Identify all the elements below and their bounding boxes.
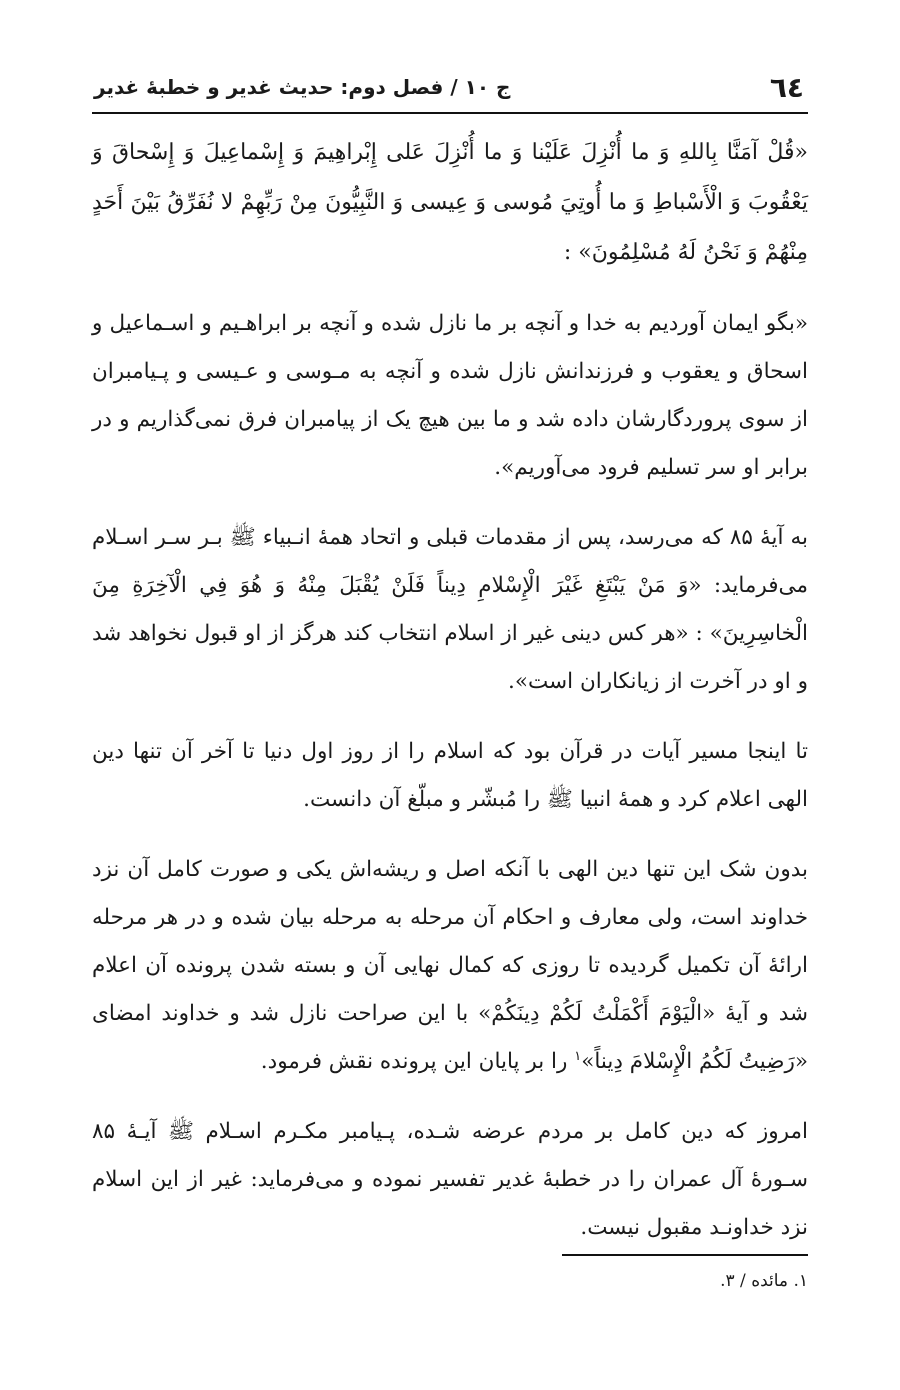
body-text [92, 128, 808, 1274]
completion-paragraph-tail: را بر پایان این پرونده نقش فرمود. [260, 1049, 575, 1074]
quran-verse-paragraph: «قُلْ آمَنَّا بِاللهِ وَ ما أُنْزِلَ عَلَيْنا وَ ما أُنْزِلَ عَلى إِبْراهِيمَ وَ إِسْماعِيلَ وَ إِسْحاقَ وَ يَعْقُوبَ وَ الْأَسْباطِ وَ ما أُوتِيَ مُوسى وَ عِيسى وَ النَّبِيُّونَ مِنْ رَبِّهِمْ لا نُفَرِّقُ بَيْنَ أَحَدٍ مِنْهُمْ وَ نَحْنُ لَهُ مُسْلِمُونَ» : [92, 140, 808, 265]
verse-85-paragraph: به آیهٔ ۸۵ که می‌رسد، پس از مقدمات قبلی و اتحاد همهٔ انـبیاء ﷺ بـر سـر اسـلام می‌فرماید: «وَ مَنْ يَبْتَغِ غَيْرَ الْإِسْلامِ دِيناً فَلَنْ يُقْبَلَ مِنْهُ وَ هُوَ فِي الْآخِرَةِ مِنَ الْخاسِرِينَ» : «هر کس دینی غیر از اسلام انتخاب کند هرگز از او قبول نخواهد شد و او در آخرت از زیانکاران است». [92, 525, 808, 694]
completion-paragraph-text: بدون شک این تنها دین الهی با آنکه اصل و ریشه‌اش یکی و صورت کامل آن نزد خداوند است، ولی معارف و احکام آن مرحله به مرحله بیان شده و در هر مرحله ارائهٔ آن تکمیل گردیده تا روزی که کمال نهایی آن و بسته شدن پرونده آن اعلام شد و آیهٔ «الْيَوْمَ أَكْمَلْتُ لَكُمْ دِينَكُمْ» با این صراحت نازل شد و خداوند امضای «رَضِيتُ لَكُمُ الْإِسْلامَ دِيناً» [92, 857, 809, 1074]
running-head: ج ۱۰ / فصل دوم: حدیث غدیر و خطبهٔ غدیر [94, 75, 511, 99]
footnote-marker: ۱ [574, 1048, 582, 1064]
prophets-paragraph: تا اینجا مسیر آیات در قرآن بود که اسلام را از روز اول دنیا تا آخر آن تنها دین الهی اعلام کرد و همهٔ انبیا ﷺ را مُبشّر و مبلّغ آن دانست. [92, 739, 808, 812]
footnote-divider [562, 1254, 808, 1256]
footnote: ۱. مائده / ۳. [720, 1271, 808, 1291]
verse-translation-paragraph: «بگو ایمان آوردیم به خدا و آنچه بر ما نازل شده و آنچه بر ابراهـیم و اسـماعیل و اسحاق و یعقوب و فرزندانش نازل شده و آنچه به مـوسی و عـیسی و پـیامبران از سوی پروردگارشان داده شد و ما بین هیچ یک از پیامبران فرق نمی‌گذاریم و در برابر او سر تسلیم فرود می‌آوریم». [92, 311, 808, 480]
completion-paragraph [92, 846, 808, 1086]
page-header [92, 62, 808, 114]
ghadir-paragraph: امروز که دین کامل بر مردم عرضه شـده، پـیامبر مکـرم اسـلام ﷺ آیـهٔ ۸۵ سـورهٔ آل عمران را در خطبهٔ غدیر تفسیر نموده و می‌فرماید: غیر از این اسلام نزد خداونـد مقبول نیست. [92, 1119, 808, 1240]
page-number: ٦٤ [769, 70, 804, 104]
